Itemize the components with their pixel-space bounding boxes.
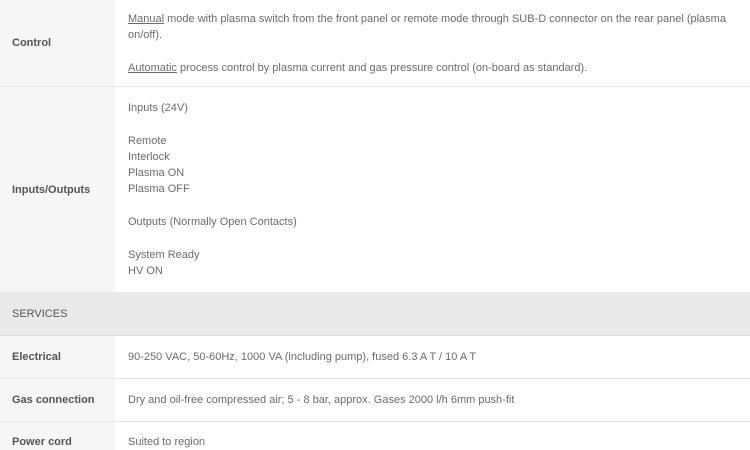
outputs-heading: Outputs (Normally Open Contacts) bbox=[128, 216, 297, 228]
automatic-link[interactable]: Automatic bbox=[128, 61, 177, 74]
spec-row-electrical bbox=[0, 336, 750, 379]
spec-value-inputs-outputs bbox=[115, 87, 750, 293]
output-item: HV ON bbox=[128, 265, 163, 277]
spec-label-inputs-outputs: Inputs/Outputs bbox=[0, 87, 115, 293]
inputs-heading: Inputs (24V) bbox=[128, 102, 188, 114]
spec-row-inputs-outputs bbox=[0, 87, 750, 293]
spec-label-power-cord: Power cord bbox=[0, 422, 115, 450]
spec-row-control bbox=[0, 0, 750, 87]
control-automatic-paragraph bbox=[128, 60, 732, 76]
input-item: Interlock bbox=[128, 151, 170, 163]
spec-label-gas-connection: Gas connection bbox=[0, 379, 115, 422]
input-item: Remote bbox=[128, 135, 167, 147]
spec-label-electrical: Electrical bbox=[0, 336, 115, 379]
spec-label-control: Control bbox=[0, 0, 115, 87]
spec-value-electrical: 90-250 VAC, 50-60Hz, 1000 VA (including pump), fused 6.3 A T / 10 A T bbox=[115, 336, 750, 379]
manual-link[interactable]: Manual bbox=[128, 12, 165, 25]
input-item: Plasma OFF bbox=[128, 183, 190, 195]
section-title-services: SERVICES bbox=[0, 293, 750, 336]
output-item: System Ready bbox=[128, 249, 200, 261]
control-manual-paragraph bbox=[128, 11, 732, 43]
section-header-services bbox=[0, 293, 750, 336]
spec-row-power-cord bbox=[0, 422, 750, 450]
manual-description: mode with plasma switch from the front panel or remote mode through SUB-D connector on the rear panel (plasma on/off). bbox=[128, 12, 726, 41]
spec-value-power-cord: Suited to region bbox=[115, 422, 750, 450]
spec-row-gas-connection bbox=[0, 379, 750, 422]
input-item: Plasma ON bbox=[128, 167, 185, 179]
spec-value-gas-connection: Dry and oil-free compressed air; 5 - 8 bar, approx. Gases 2000 l/h 6mm push-fit bbox=[115, 379, 750, 422]
automatic-description: process control by plasma current and gas pressure control (on-board as standard). bbox=[176, 61, 588, 74]
spec-value-control bbox=[115, 0, 750, 87]
